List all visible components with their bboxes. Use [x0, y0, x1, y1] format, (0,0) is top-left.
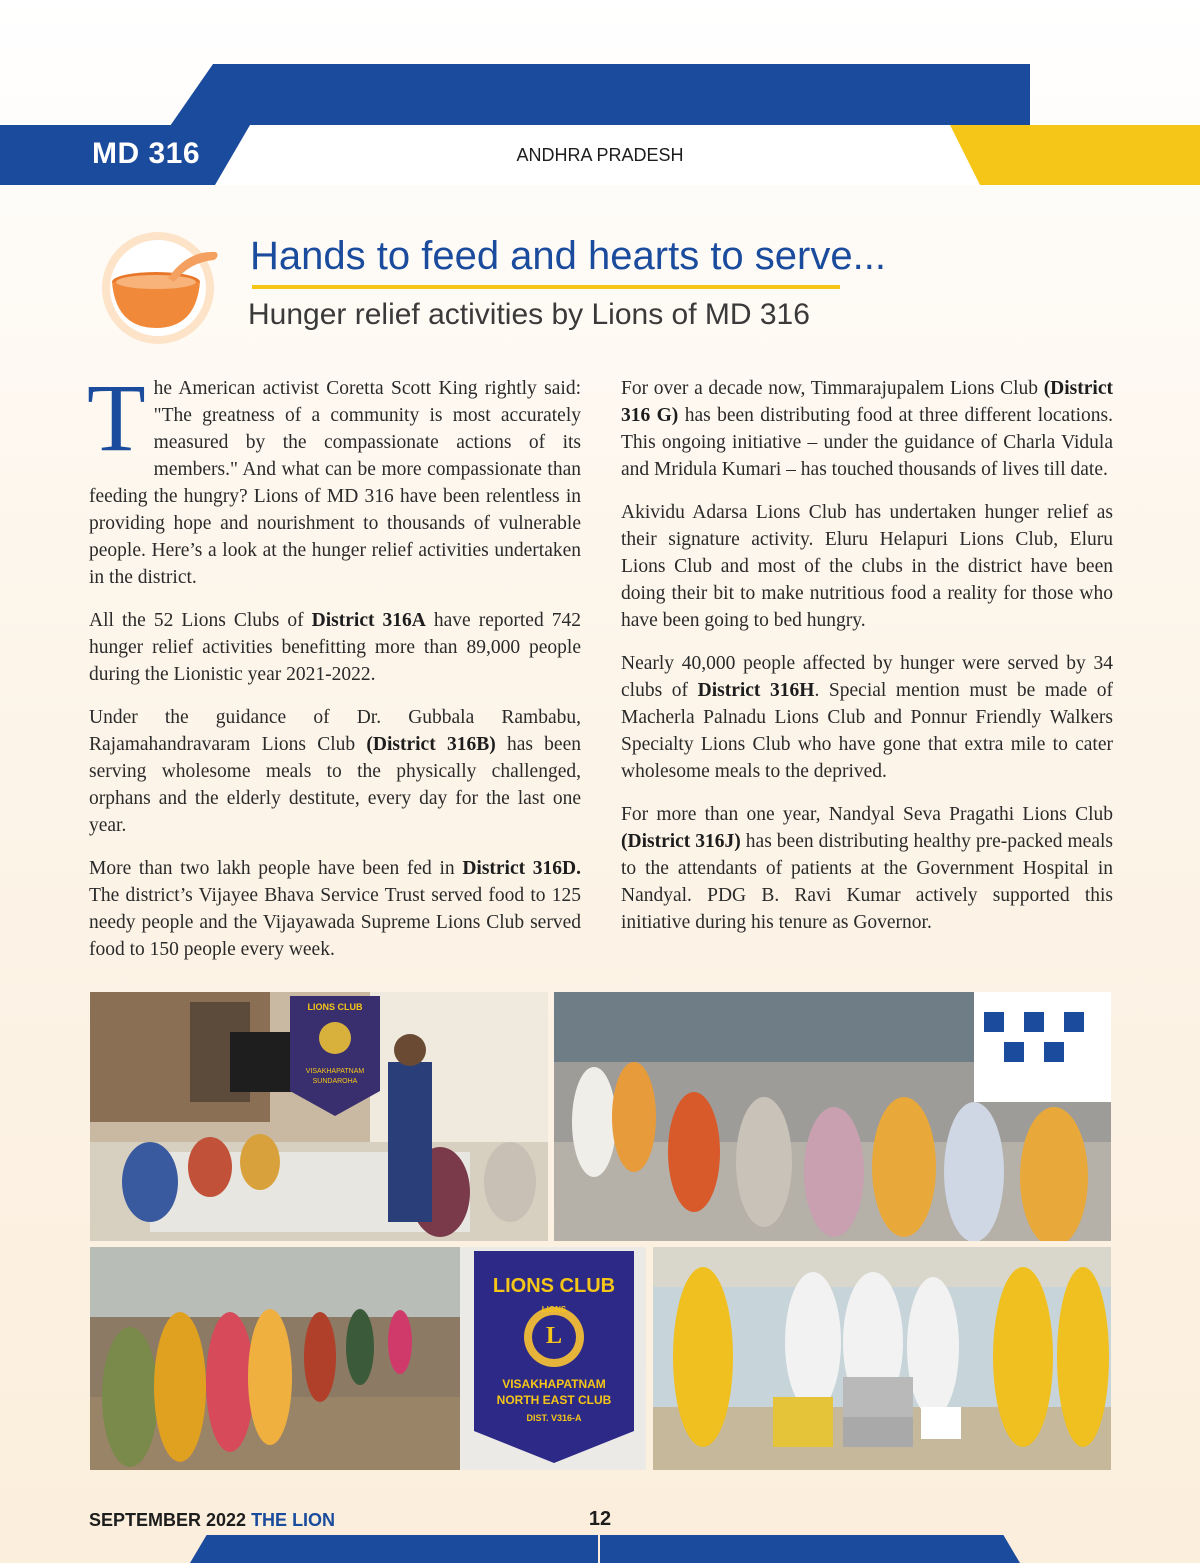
title-underline [252, 285, 840, 289]
banner-line: VISAKHAPATNAM [305, 1068, 365, 1075]
paragraph [89, 855, 581, 963]
paragraph-text: has been serving wholesome meals to the physically challenged, orphans and the elderly destitute, every day for the last one year. [89, 734, 581, 836]
paragraph-text: For more than one year, Nandyal Seva Pragathi Lions Club [621, 804, 1113, 825]
paragraph [89, 704, 581, 839]
paragraph-text: he American activist Coretta Scott King rightly said: "The greatness of a community is most accurately measured by the compassionate actions of its members." And what can be more compassionate than feeding the hungry? Lions of MD 316 have been relentless in providing hope and nourishment to thousands of vulnerable people. Here’s a look at the hunger relief activities undertaken in the district. [89, 378, 581, 588]
photo-athletes-meal [653, 1247, 1111, 1470]
paragraph-text: has been distributing food at three different locations. This ongoing initiative – under the guidance of Charla Vidula and Mridula Kumari – has touched thousands of lives till date. [621, 405, 1113, 480]
banner-line: NORTH EAST CLUB [496, 1393, 612, 1407]
paragraph-text: More than two lakh people have been fed in [89, 858, 463, 879]
paragraph-text: has been distributing healthy pre-packed meals to the attendants of patients at the Government Hospital in Nandyal. PDG B. Ravi Kumar actively supported this initiative during his tenure as Governor. [621, 831, 1113, 933]
paragraph-text: The district’s Vijayee Bhava Service Trust served food to 125 needy people and the Vijayawada Supreme Lions Club served food to 150 people every week. [89, 885, 581, 960]
banner-line: SUNDAROHA [312, 1078, 358, 1085]
section-code: MD 316 [92, 137, 201, 170]
banner-title: LIONS CLUB [492, 1275, 616, 1297]
paragraph-text: All the 52 Lions Clubs of [89, 610, 312, 631]
page-number: 12 [588, 1508, 612, 1530]
drop-cap: T [87, 364, 146, 471]
paragraph [621, 375, 1113, 483]
paragraph-text: Under the guidance of Dr. Gubbala Rambabu, Rajamahandravaram Lions Club [89, 707, 581, 755]
paragraph-text: Akividu Adarsa Lions Club has undertaken hunger relief as their signature activity. Eluru Helapuri Lions Club, Eluru Lions Club and most of the clubs in the district have been doing their bit to make nutritious food a reality for those who have been going to bed hungry. [621, 502, 1113, 631]
issue-date: SEPTEMBER 2022 [89, 1510, 252, 1530]
magazine-name: THE LION [251, 1510, 336, 1530]
footer-divider [598, 1535, 600, 1563]
district-name: District 316D. [462, 858, 581, 879]
district-name: District 316H [697, 680, 815, 701]
paragraph [89, 607, 581, 688]
paragraph-text: Nearly 40,000 people affected by hunger were served by 34 clubs of [621, 653, 1113, 701]
photo-indoor-meal [90, 992, 548, 1241]
district-name: (District 316J) [621, 831, 741, 852]
paragraph-text: have reported 742 hunger relief activities benefitting more than 89,000 people during the Lionistic year 2021-2022. [89, 610, 582, 685]
article-title: Hands to feed and hearts to serve... [250, 234, 886, 278]
right-column [621, 375, 1113, 952]
photo-street-distribution [554, 992, 1111, 1241]
paragraph-text: . Special mention must be made of Macherla Palnadu Lions Club and Ponnur Friendly Walkers Specialty Lions Club who have gone that extra mile to cater wholesome meals to the deprived. [621, 680, 1114, 782]
lions-club-banner [290, 996, 380, 1116]
paragraph [621, 801, 1113, 936]
header-top-bar [170, 64, 1030, 126]
banner-title: LIONS CLUB [307, 1002, 363, 1012]
banner-line: DIST. V316-A [526, 1413, 582, 1423]
left-column [87, 364, 582, 979]
banner-line: VISAKHAPATNAM [502, 1377, 606, 1391]
footer-bar [190, 1535, 1020, 1563]
district-name: (District 316B) [366, 734, 496, 755]
paragraph [621, 650, 1113, 785]
district-name: (District 316 G) [621, 378, 1113, 426]
photo-food-queue [90, 1247, 646, 1470]
paragraph [87, 364, 581, 591]
footer-issue [89, 1510, 335, 1531]
article-subtitle: Hunger relief activities by Lions of MD 316 [248, 298, 810, 331]
section-name: ANDHRA PRADESH [516, 145, 684, 165]
paragraph-text: For over a decade now, Timmarajupalem Lions Club [621, 378, 1044, 399]
paragraph [621, 499, 1113, 634]
bowl-icon [98, 230, 228, 350]
district-name: District 316A [311, 610, 426, 631]
lions-emblem-icon: L [545, 1323, 562, 1349]
banner-emblem-text: LIONS [541, 1305, 567, 1314]
